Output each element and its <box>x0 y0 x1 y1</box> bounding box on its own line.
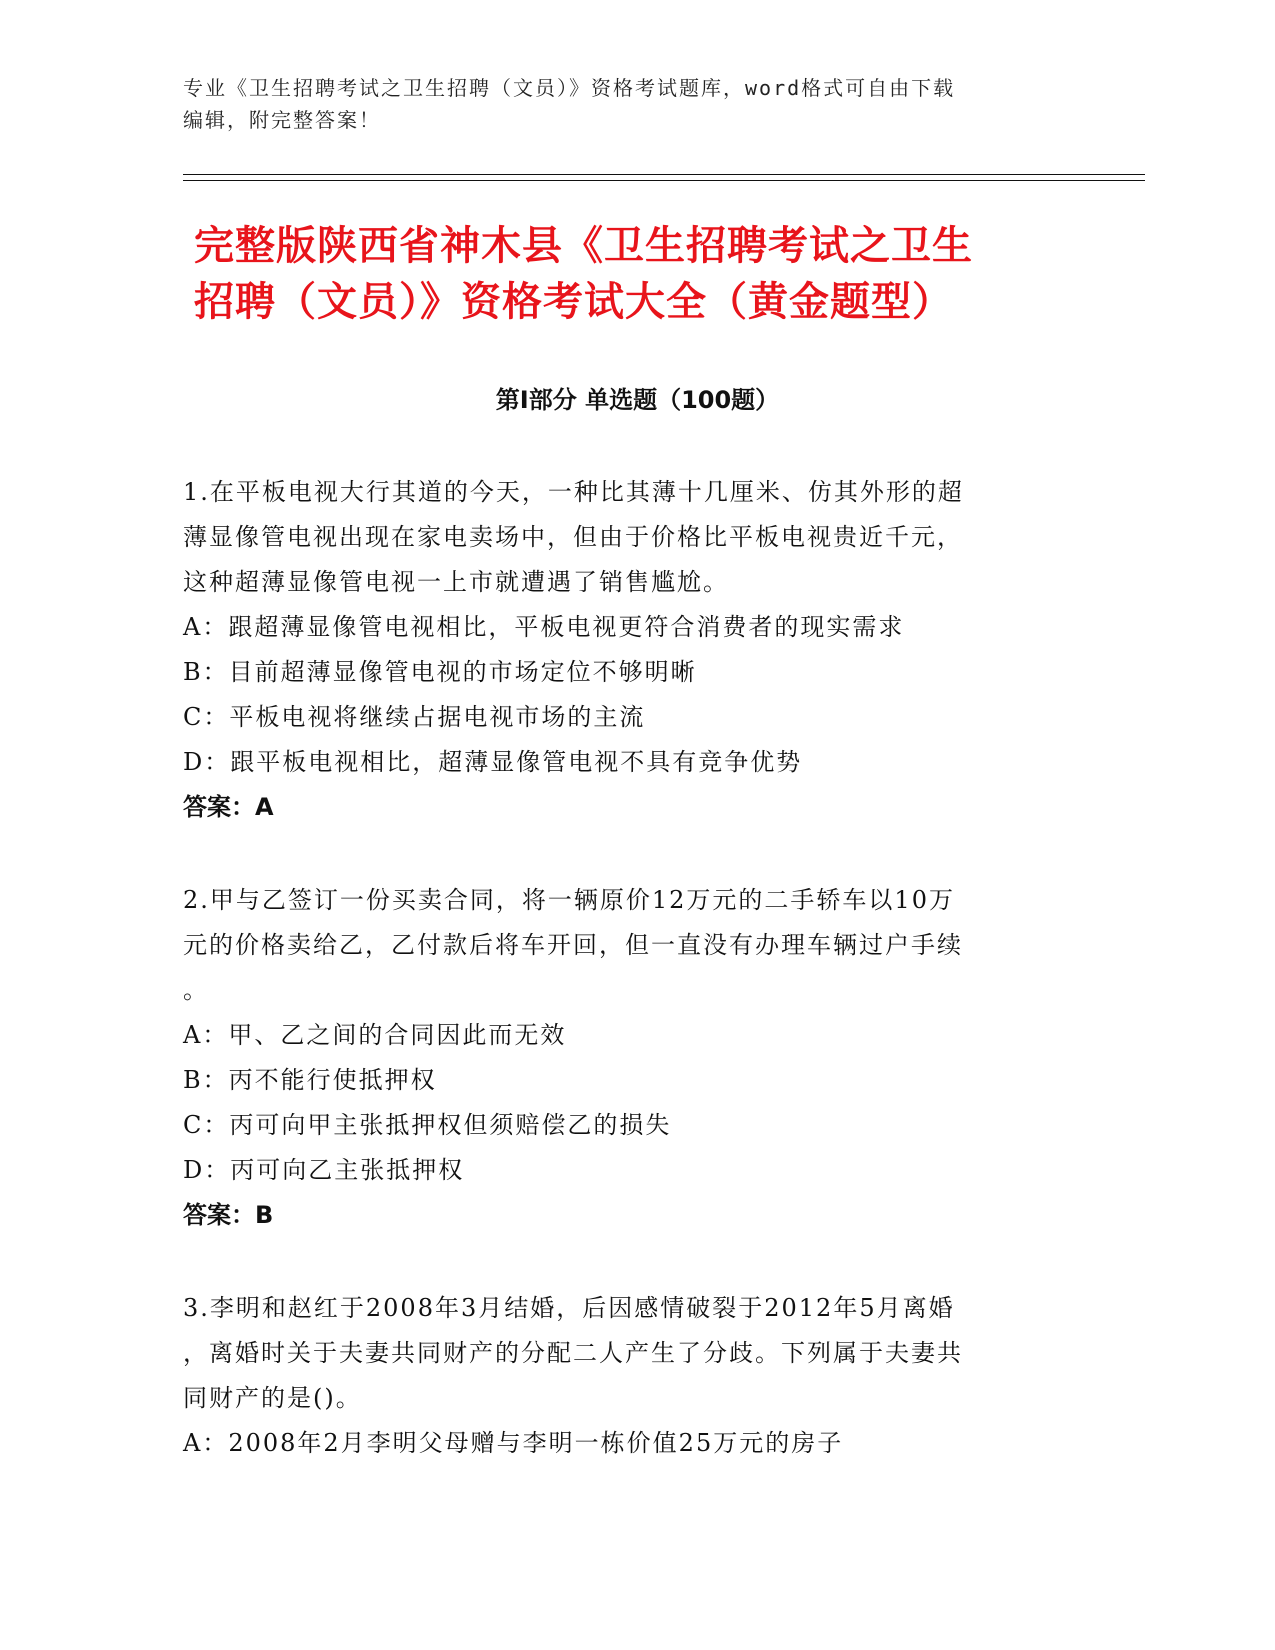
question-list <box>183 470 1063 1514</box>
question-stem-line: 3.李明和赵红于2008年3月结婚，后因感情破裂于2012年5月离婚 <box>183 1294 955 1322</box>
header-line-1: 专业《卫生招聘考试之卫生招聘（文员）》资格考试题库，word格式可自由下载 <box>183 76 956 100</box>
question-1 <box>183 470 1063 830</box>
document-title <box>194 218 1094 330</box>
title-line-1: 完整版陕西省神木县《卫生招聘考试之卫生 <box>194 223 973 269</box>
question-3 <box>183 1286 1063 1466</box>
option-b: B：目前超薄显像管电视的市场定位不够明晰 <box>183 658 697 686</box>
question-stem-line: 这种超薄显像管电视一上市就遭遇了销售尴尬。 <box>183 568 729 596</box>
question-stem-line: 同财产的是()。 <box>183 1384 362 1412</box>
question-stem-line: 1.在平板电视大行其道的今天，一种比其薄十几厘米、仿其外形的超 <box>183 478 964 506</box>
option-a: A：2008年2月李明父母赠与李明一栋价值25万元的房子 <box>183 1429 844 1457</box>
question-stem-line: 薄显像管电视出现在家电卖场中，但由于价格比平板电视贵近千元， <box>183 523 963 551</box>
option-d: D：跟平板电视相比，超薄显像管电视不具有竞争优势 <box>183 748 803 776</box>
question-stem-line: 2.甲与乙签订一份买卖合同，将一辆原价12万元的二手轿车以10万 <box>183 886 955 914</box>
page-header <box>183 72 1063 136</box>
header-line-2: 编辑，附完整答案！ <box>183 108 381 132</box>
option-c: C：丙可向甲主张抵押权但须赔偿乙的损失 <box>183 1111 672 1139</box>
section-heading: 第Ⅰ部分 单选题（100题） <box>495 386 780 414</box>
question-stem-line: ，离婚时关于夫妻共同财产的分配二人产生了分歧。下列属于夫妻共 <box>183 1339 963 1367</box>
header-divider-top <box>183 174 1145 175</box>
option-c: C：平板电视将继续占据电视市场的主流 <box>183 703 646 731</box>
answer-label: 答案：A <box>183 793 274 821</box>
header-divider-bottom <box>183 180 1145 181</box>
question-stem-line: 。 <box>183 976 209 1004</box>
option-a: A：甲、乙之间的合同因此而无效 <box>183 1021 567 1049</box>
title-line-2: 招聘（文员）》资格考试大全（黄金题型） <box>194 279 953 325</box>
question-stem-line: 元的价格卖给乙，乙付款后将车开回，但一直没有办理车辆过户手续 <box>183 931 963 959</box>
option-b: B：丙不能行使抵押权 <box>183 1066 437 1094</box>
option-a: A：跟超薄显像管电视相比，平板电视更符合消费者的现实需求 <box>183 613 905 641</box>
question-2 <box>183 878 1063 1238</box>
answer-label: 答案：B <box>183 1201 274 1229</box>
option-d: D：丙可向乙主张抵押权 <box>183 1156 465 1184</box>
